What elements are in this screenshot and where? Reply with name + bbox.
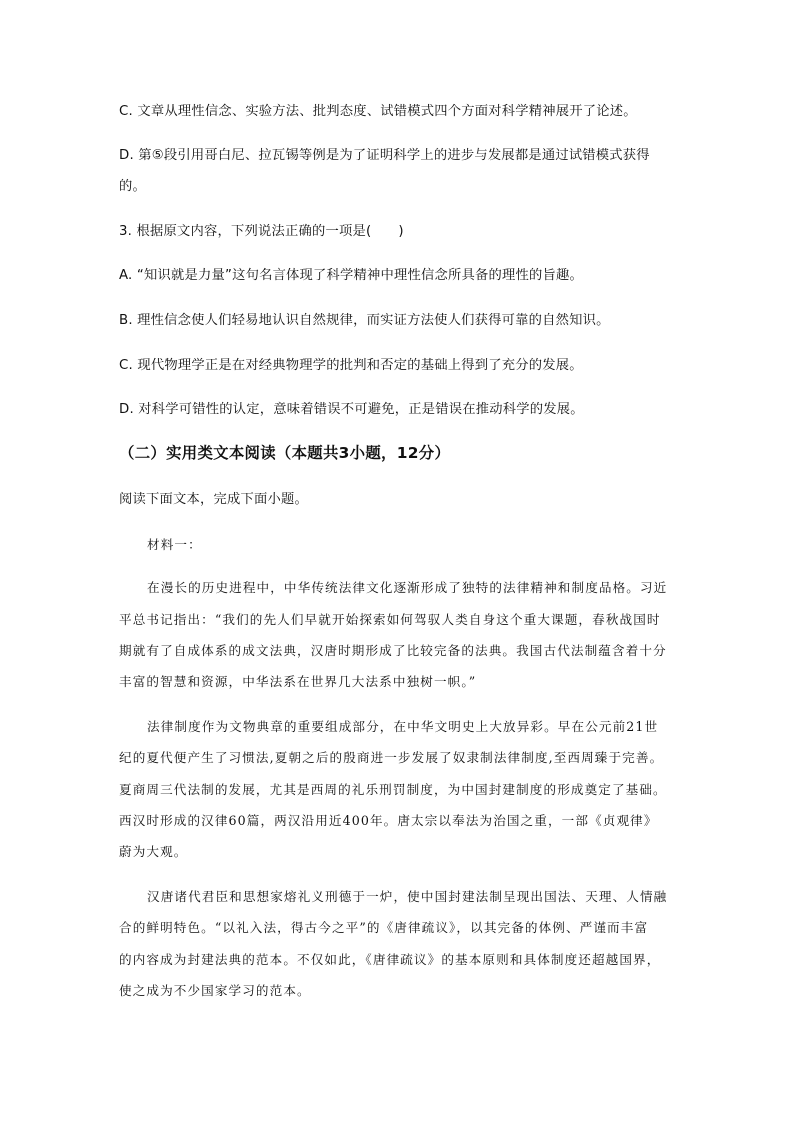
section-instruction: 阅读下面文本，完成下面小题。: [119, 492, 308, 507]
paragraph-line: 西汉时形成的汉律60篇，两汉沿用近400年。唐太宗以奉法为治国之重，一部《贞观律》: [119, 813, 658, 828]
q3-option-d: D. 对科学可错性的认定，意味着错误不可避免，正是错误在推动科学的发展。: [119, 402, 584, 417]
paragraph-line: 期就有了自成体系的成文法典，汉唐时期形成了比较完备的法典。我国古代法制蕴含着十分: [119, 643, 667, 658]
paragraph-line: 平总书记指出：“我们的先人们早就开始探索如何驾驭人类自身这个重大课题，春秋战国时: [119, 612, 661, 627]
paragraph-line: 在漫长的历史进程中，中华传统法律文化逐渐形成了独特的法律精神和制度品格。习近: [147, 580, 668, 595]
section-heading: （二）实用类文本阅读（本题共3小题，12分）: [119, 444, 451, 462]
paragraph-line: 丰富的智慧和资源，中华法系在世界几大法系中独树一帜。”: [119, 674, 477, 689]
q2-option-d-line2: 的。: [119, 179, 146, 194]
paragraph-line: 使之成为不少国家学习的范本。: [119, 983, 311, 998]
paragraph-line: 夏商周三代法制的发展，尤其是西周的礼乐刑罚制度，为中国封建制度的形成奠定了基础。: [119, 782, 667, 797]
q3-option-a: A. “知识就是力量”这句名言体现了科学精神中理性信念所具备的理性的旨趣。: [119, 268, 583, 283]
paragraph-line: 汉唐诸代君臣和思想家熔礼义刑德于一炉，使中国封建法制呈现出国法、天理、人情融: [147, 889, 668, 904]
q2-option-c: C. 文章从理性信念、实验方法、批判态度、试错模式四个方面对科学精神展开了论述。: [119, 104, 637, 119]
paragraph-line: 蔚为大观。: [119, 844, 188, 859]
q2-option-d-line1: D. 第⑤段引用哥白尼、拉瓦锡等例是为了证明科学上的进步与发展都是通过试错模式获得: [119, 148, 650, 163]
paragraph-line: 法律制度作为文物典章的重要组成部分，在中华文明史上大放异彩。早在公元前21世: [147, 719, 659, 734]
paragraph-line: 纪的夏代便产生了习惯法,夏朝之后的殷商进一步发展了奴隶制法律制度,至西周臻于完善。: [119, 750, 664, 765]
q3-option-c: C. 现代物理学正是在对经典物理学的批判和否定的基础上得到了充分的发展。: [119, 358, 583, 373]
paragraph-line: 的内容成为封建法典的范本。不仅如此，《唐律疏议》的基本原则和具体制度还超越国界，: [119, 952, 661, 967]
paragraph-line: 合的鲜明特色。“以礼入法，得古今之平”的《唐律疏议》，以其完备的体例、严谨而丰富: [119, 920, 649, 935]
q3-option-b: B. 理性信念使人们轻易地认识自然规律，而实证方法使人们获得可靠的自然知识。: [119, 313, 610, 328]
q3-stem: 3. 根据原文内容，下列说法正确的一项是( ): [119, 224, 404, 239]
material-label: 材料一：: [147, 537, 202, 552]
